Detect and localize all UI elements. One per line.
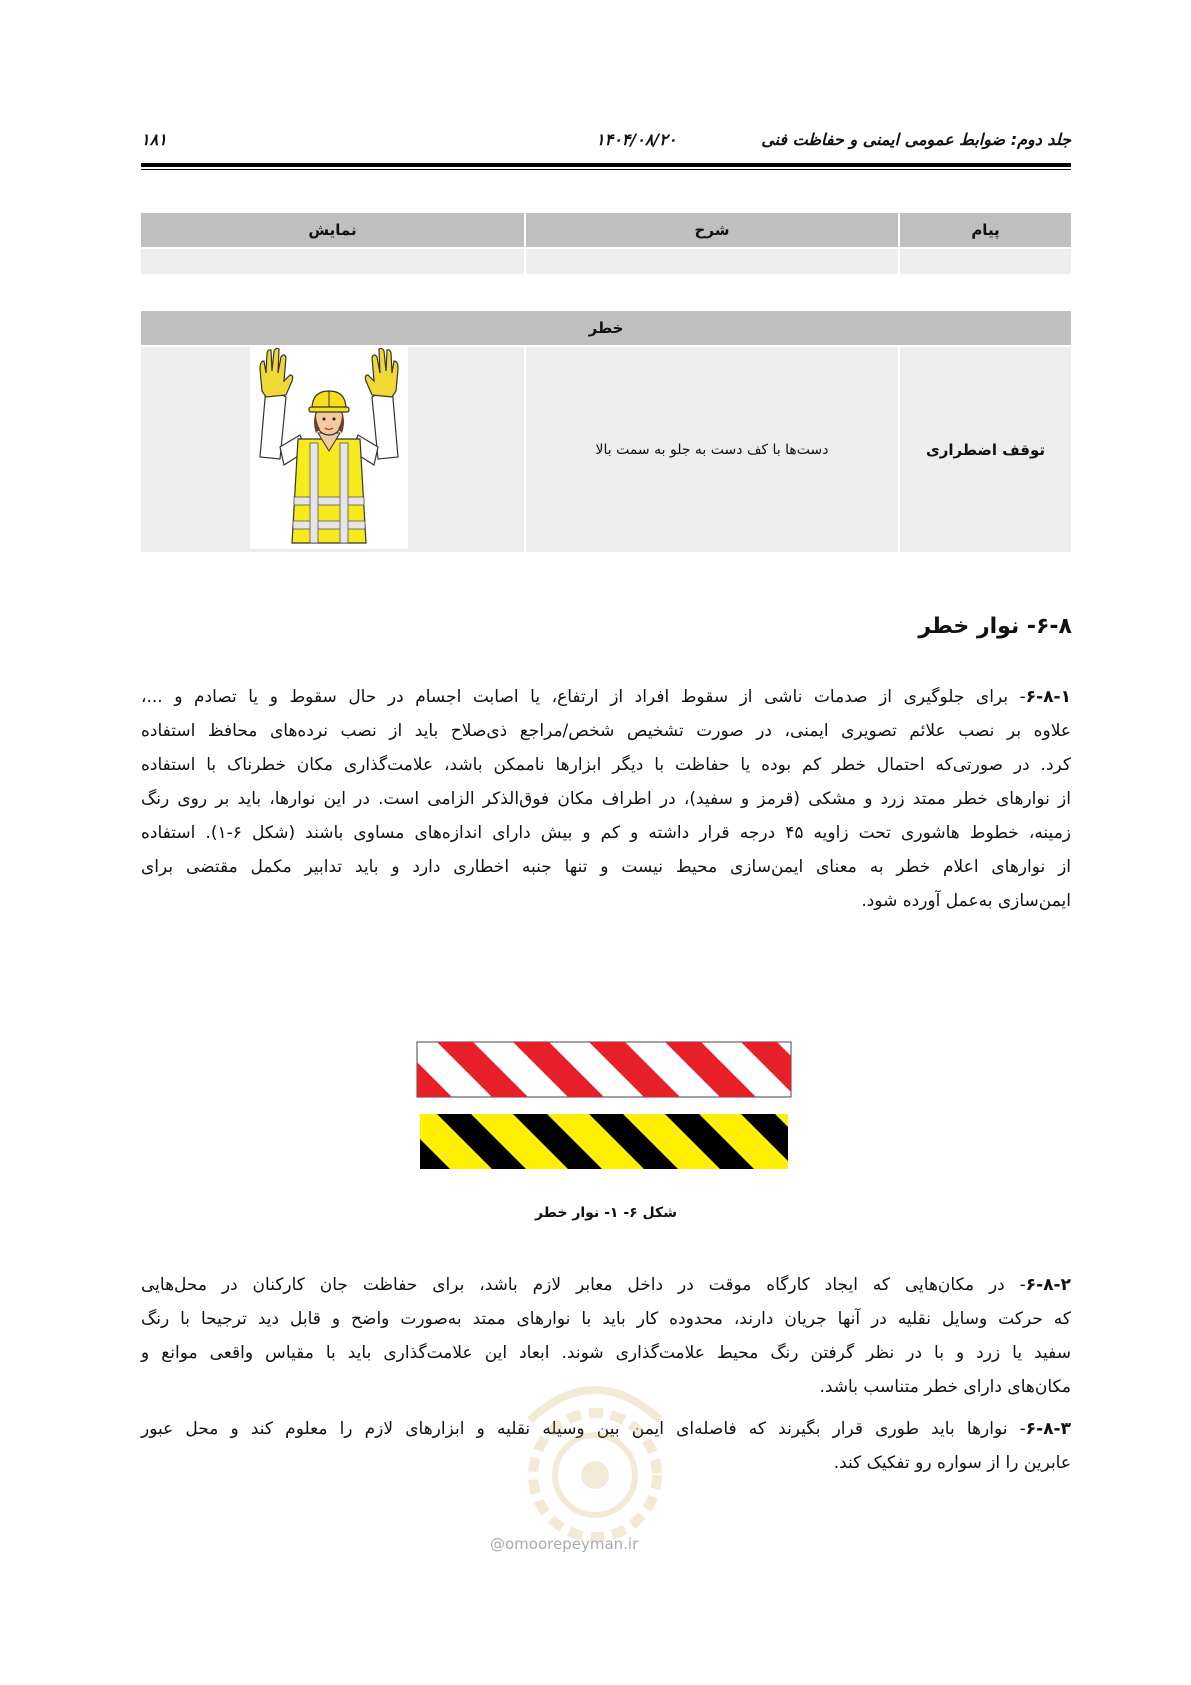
paragraph-number: ۶-۸-۲ bbox=[1025, 1275, 1071, 1295]
danger-tape-figure bbox=[416, 1041, 792, 1171]
message-cell bbox=[900, 347, 1071, 552]
watermark-logo bbox=[470, 1360, 720, 1550]
column-description: شرح bbox=[526, 213, 898, 247]
paragraph-number: ۶-۸-۱ bbox=[1025, 687, 1071, 707]
column-display: نمایش bbox=[141, 213, 524, 247]
emergency-stop-signal-image bbox=[250, 347, 408, 549]
page-number: ۱۸۱ bbox=[141, 130, 167, 149]
column-message: پیام bbox=[900, 213, 1071, 247]
gear-emblem-icon bbox=[470, 1360, 720, 1550]
signals-table-header bbox=[141, 213, 1071, 247]
worker-signal-illustration bbox=[250, 347, 408, 549]
table-section-danger: خطر bbox=[141, 311, 1071, 345]
paragraph-6-8-2: ۶-۸-۲- در مکان‌هایی که ایجاد کارگاه موقت در داخل معابر لازم باشد، برای حفاظت جان کارکنان در محل‌هایی که حرکت وسایل نقلیه در آنها جریان دارند، محدوده کار باید با نوارهای ممتد به‌صورت واضح و قابل دید ترجیحا با رنگ سفید یا زرد و با در نظر گرفتن رنگ محیط علامت‌گذاری شوند. ابعاد این علامت‌گذاری باید با مقیاس واقعی موانع و مکان‌های دارای خطر متناسب باشد. bbox=[141, 1275, 1071, 1397]
header-rule-thin bbox=[141, 169, 1071, 170]
paragraph-number: ۶-۸-۳ bbox=[1025, 1419, 1071, 1439]
header-date: ۱۴۰۴/۰۸/۲۰ bbox=[596, 130, 677, 149]
figure-caption: شکل ۶- ۱- نوار خطر bbox=[535, 1205, 677, 1221]
row-message: توقف اضطراری bbox=[925, 440, 1046, 459]
page-header bbox=[141, 130, 1071, 152]
row-description: دست‌ها با کف دست به جلو به سمت بالا bbox=[595, 441, 829, 458]
header-rule-thick bbox=[141, 163, 1071, 167]
danger-tape-graphic bbox=[416, 1041, 792, 1171]
watermark-text: @omoorepeyman.ir bbox=[490, 1535, 639, 1553]
paragraph-6-8-1: ۶-۸-۱- برای جلوگیری از صدمات ناشی از سقوط افراد از ارتفاع، یا اصابت اجسام در حال سقوط و یا تصادم و ...، علاوه بر نصب علائم تصویری ایمنی، در صورت تشخیص شخص/مراجع ذی‌صلاح باید از نصب نرده‌های محافظ استفاده کرد. در صورتی‌که احتمال خطر کم بوده یا حفاظت با دیگر ابزارها ناممکن باشد، علامت‌گذاری مکان خطرناک با استفاده از نوارهای خطر ممتد زرد و مشکی (قرمز و سفید)، در اطراف مکان فوق‌الذکر الزامی است. در این نوارها، باید بر روی رنگ زمینه، خطوط هاشوری تحت زاویه ۴۵ درجه قرار داشته و کم و بیش دارای اندازه‌های مساوی باشند (شکل ۶-۱). استفاده از نوارهای اعلام خطر به معنای ایمن‌سازی محیط نیست و تنها جنبه اخطاری دارد و باید تدابیر مکمل مقتضی برای ایمن‌سازی به‌عمل آورده شود. bbox=[141, 687, 1072, 911]
section-title: ۶-۸- نوار خطر bbox=[918, 614, 1072, 639]
document-title: جلد دوم: ضوابط عمومی ایمنی و حفاظت فنی bbox=[761, 130, 1071, 149]
paragraph-6-8-3: ۶-۸-۳- نوارها باید طوری قرار بگیرند که فاصله‌ای ایمن بین وسیله نقلیه و ابزارهای لازم را معلوم کند و محل عبور عابرین را از سواره رو تفکیک کند. bbox=[141, 1419, 1071, 1473]
table-subheader-row bbox=[141, 249, 1071, 274]
description-cell bbox=[526, 347, 898, 552]
